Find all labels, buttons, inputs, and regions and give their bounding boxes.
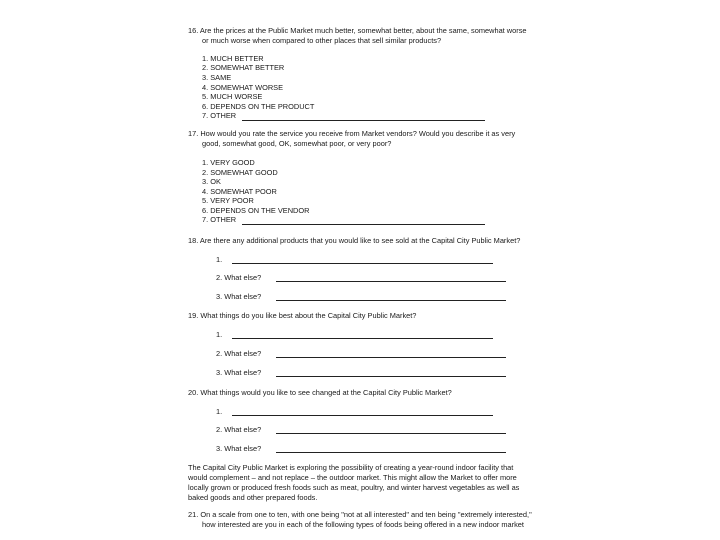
q18-answer-line-3[interactable] bbox=[276, 300, 506, 301]
q19-answer-line-1[interactable] bbox=[232, 338, 493, 339]
q21-text-line2: how interested are you in each of the following types of foods being offered in a new indoor market bbox=[202, 520, 524, 529]
q19-answer-line-2[interactable] bbox=[276, 357, 506, 358]
q20-item-1-label: 1. bbox=[216, 407, 223, 416]
q16-text-line2: or much worse when compared to other places that sell similar products? bbox=[202, 36, 442, 45]
q17-option-2[interactable]: 2. SOMEWHAT GOOD bbox=[202, 168, 278, 177]
q18-text: 18. Are there any additional products that you would like to see sold at the Capital City Public Market? bbox=[188, 236, 521, 245]
q18-answer-line-2[interactable] bbox=[276, 281, 506, 282]
q17-other-line[interactable] bbox=[242, 224, 485, 225]
q19-item-3-label: 3. What else? bbox=[216, 368, 262, 377]
q17-text-line1: 17. How would you rate the service you receive from Market vendors? Would you describe it as very bbox=[188, 129, 516, 138]
q17-text-line2: good, somewhat good, OK, somewhat poor, or very poor? bbox=[202, 139, 392, 148]
q20-answer-line-3[interactable] bbox=[276, 452, 506, 453]
q17-option-4[interactable]: 4. SOMEWHAT POOR bbox=[202, 187, 277, 196]
q19-text: 19. What things do you like best about the Capital City Public Market? bbox=[188, 311, 417, 320]
q17-option-6[interactable]: 6. DEPENDS ON THE VENDOR bbox=[202, 206, 310, 215]
q18-item-3-label: 3. What else? bbox=[216, 292, 262, 301]
q17-option-5[interactable]: 5. VERY POOR bbox=[202, 196, 254, 205]
q19-item-1-label: 1. bbox=[216, 330, 223, 339]
intro-line-2: would complement – and not replace – the outdoor market. This might allow the Market to offer more bbox=[188, 473, 517, 482]
q16-option-6[interactable]: 6. DEPENDS ON THE PRODUCT bbox=[202, 102, 315, 111]
q20-text: 20. What things would you like to see changed at the Capital City Public Market? bbox=[188, 388, 452, 397]
q20-answer-line-2[interactable] bbox=[276, 433, 506, 434]
q16-text-line1: 16. Are the prices at the Public Market much better, somewhat better, about the same, somewhat worse bbox=[188, 26, 527, 35]
q16-option-5[interactable]: 5. MUCH WORSE bbox=[202, 92, 263, 101]
q18-answer-line-1[interactable] bbox=[232, 263, 493, 264]
q17-option-7[interactable]: 7. OTHER bbox=[202, 215, 237, 224]
q18-item-1-label: 1. bbox=[216, 255, 223, 264]
q16-other-line[interactable] bbox=[242, 120, 485, 121]
q19-item-2-label: 2. What else? bbox=[216, 349, 262, 358]
q16-option-2[interactable]: 2. SOMEWHAT BETTER bbox=[202, 63, 285, 72]
q18-item-2-label: 2. What else? bbox=[216, 273, 262, 282]
q17-option-1[interactable]: 1. VERY GOOD bbox=[202, 158, 255, 167]
q20-answer-line-1[interactable] bbox=[232, 415, 493, 416]
q21-text-line1: 21. On a scale from one to ten, with one being "not at all interested" and ten being "extremely interested," bbox=[188, 510, 532, 519]
q17-option-3[interactable]: 3. OK bbox=[202, 177, 221, 186]
q16-option-4[interactable]: 4. SOMEWHAT WORSE bbox=[202, 83, 284, 92]
q20-item-2-label: 2. What else? bbox=[216, 425, 262, 434]
intro-line-4: baked goods and other prepared foods. bbox=[188, 493, 318, 502]
q16-option-1[interactable]: 1. MUCH BETTER bbox=[202, 54, 264, 63]
q20-item-3-label: 3. What else? bbox=[216, 444, 262, 453]
intro-line-1: The Capital City Public Market is exploring the possibility of creating a year-round indoor facility that bbox=[188, 463, 514, 472]
q16-option-7[interactable]: 7. OTHER bbox=[202, 111, 237, 120]
q19-answer-line-3[interactable] bbox=[276, 376, 506, 377]
q16-option-3[interactable]: 3. SAME bbox=[202, 73, 232, 82]
intro-line-3: locally grown or produced fresh foods such as meat, poultry, and winter harvest vegetables as well as bbox=[188, 483, 520, 492]
